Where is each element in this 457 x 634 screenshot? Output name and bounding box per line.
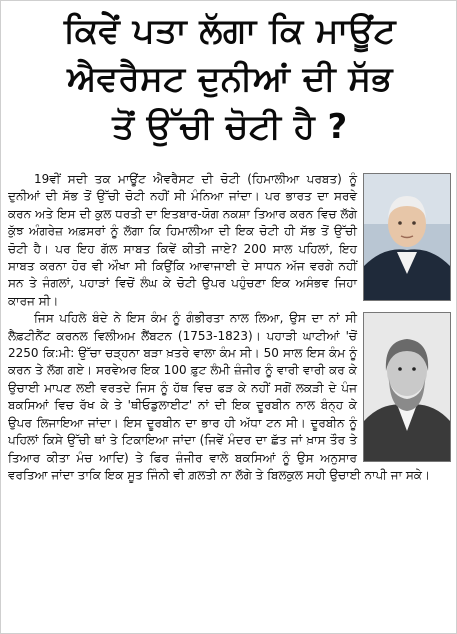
portrait-photo-color — [363, 173, 451, 301]
portrait-illustration-2 — [364, 313, 450, 461]
headline-line-2: ਐਵਰੈਸਟ ਦੁਨੀਆਂ ਦੀ ਸੱਭ — [67, 59, 393, 99]
article-body — [8, 171, 451, 629]
headline-line-1: ਕਿਵੇਂ ਪਤਾ ਲੱਗਾ ਕਿ ਮਾਊਂਟ — [63, 11, 397, 51]
headline-line-3: ਤੋਂ ਉੱਚੀ ਚੋਟੀ ਹੈ ? — [112, 107, 348, 147]
article-headline — [7, 7, 453, 151]
paragraph-1: 19ਵੀਂ ਸਦੀ ਤਕ ਮਾਊਂਟ ਐਵਰੈਸਟ ਦੀ ਚੋਟੀ (ਹਿਮਾਲੀਆ ਪਰਬਤ) ਨੂੰ ਦੁਨੀਆਂ ਦੀ ਸੱਭ ਤੋਂ ਉੱਚੀ ਚੋਟੀ ਨਹੀਂ ਸੀ ਮੰਨਿਆ ਜਾਂਦਾ। ਪਰ ਭਾਰਤ ਦਾ ਸਰਵੇ ਕਰਨ ਅਤੇ ਇਸ ਦੀ ਕੁਲ ਧਰਤੀ ਦਾ ਇਤਬਾਰ-ਯੋਗ ਨਕਸ਼ਾ ਤਿਆਰ ਕਰਨ ਵਿਚ ਲੱਗੇ ਕੁੱਝ ਅੰਗਰੇਜ਼ ਅਫ਼ਸਰਾਂ ਨੂੰ ਲੱਗਾ ਕਿ ਹਿਮਾਲੀਆ ਦੀ ਇਕ ਚੋਟੀ ਹੀ ਸੱਭ ਤੋਂ ਉੱਚੀ ਚੋਟੀ ਹੈ। ਪਰ ਇਹ ਗੱਲ ਸਾਬਤ ਕਿਵੇਂ ਕੀਤੀ ਜਾਏ? 200 ਸਾਲ ਪਹਿਲਾਂ, ਇਹ ਸਾਬਤ ਕਰਨਾ ਹੋਰ ਵੀ ਔਖਾ ਸੀ ਕਿਉਂਕਿ ਆਵਾਜਾਈ ਦੇ ਸਾਧਨ ਅੱਜ ਵਰਗੇ ਨਹੀਂ ਸਨ ਤੇ ਜੰਗਲਾਂ, ਪਹਾੜਾਂ ਵਿਚੋਂ ਲੰਘ ਕੇ ਚੋਟੀ ਉਪਰ ਪਹੁੰਚਣਾ ਇਕ ਅਸੰਭਵ ਜਿਹਾ ਕਾਰਜ ਸੀ। — [8, 172, 357, 308]
portrait-engraving-bw — [363, 312, 451, 462]
portrait-illustration-1 — [364, 174, 450, 300]
paragraph-2: ਜਿਸ ਪਹਿਲੇ ਬੰਦੇ ਨੇ ਇਸ ਕੰਮ ਨੂੰ ਗੰਭੀਰਤਾ ਨਾਲ ਲਿਆ, ਉਸ ਦਾ ਨਾਂ ਸੀ ਲੈਫ਼ਟੀਨੈਂਟ ਕਰਨਲ ਵਿਲੀਅਮ ਲੈਂਬਟਨ (1753-1823)। ਪਹਾੜੀ ਘਾਟੀਆਂ 'ਚੋਂ 2250 ਕਿ:ਮੀ: ਉੱਚਾ ਚੜ੍ਹਨਾ ਬੜਾ ਖ਼ਤਰੇ ਵਾਲਾ ਕੰਮ ਸੀ। 50 ਸਾਲ ਇਸ ਕੰਮ ਨੂੰ ਕਰਨ ਤੇ ਲੱਗ ਗਏ। ਸਰਵੇਅਰ ਇਕ 100 ਫ਼ੁਟ ਲੰਮੀ ਜ਼ੰਜੀਰ ਨੂੰ ਵਾਰੀ ਵਾਰੀ ਕਰ ਕੇ ਉਚਾਈ ਮਾਪਣ ਲਈ ਵਰਤਦੇ ਜਿਸ ਨੂੰ ਹੱਥ ਵਿਚ ਫੜ ਕੇ ਨਹੀਂ ਸਗੋਂ ਲਕੜੀ ਦੇ ਪੰਜ ਬਕਸਿਆਂ ਵਿਚ ਰੱਖ ਕੇ ਤੇ 'ਥੀਓਡੁਲਾਈਟ' ਨਾਂ ਦੀ ਇਕ ਦੂਰਬੀਨ ਨਾਲ ਬੰਨ੍ਹ ਕੇ ਉਪਰ ਲਿਜਾਇਆ ਜਾਂਦਾ। ਇਸ ਦੂਰਬੀਨ ਦਾ ਭਾਰ ਹੀ ਅੱਧਾ ਟਨ ਸੀ। ਦੂਰਬੀਨ ਨੂੰ ਪਹਿਲਾਂ ਕਿਸੇ ਉੱਚੀ ਥਾਂ ਤੇ ਟਿਕਾਇਆ ਜਾਂਦਾ (ਜਿਵੇਂ ਮੰਦਰ ਦਾ ਛੱਤ ਜਾਂ ਖ਼ਾਸ ਤੌਰ ਤੇ ਤਿਆਰ ਕੀਤਾ ਮੰਚ ਆਦਿ) ਤੇ ਫਿਰ ਜ਼ੰਜੀਰ ਵਾਲੇ ਬਕਸਿਆਂ ਨੂੰ ਉਸ ਅਨੁਸਾਰ ਵਰਤਿਆ ਜਾਂਦਾ ਤਾਕਿ ਇਕ ਸੂਤ ਜਿੰਨੀ ਵੀ ਗ਼ਲਤੀ ਨਾ ਲੱਗੇ ਤੇ ਬਿਲਕੁਲ ਸਹੀ ਉਚਾਈ ਨਾਪੀ ਜਾ ਸਕੇ। — [8, 311, 431, 482]
